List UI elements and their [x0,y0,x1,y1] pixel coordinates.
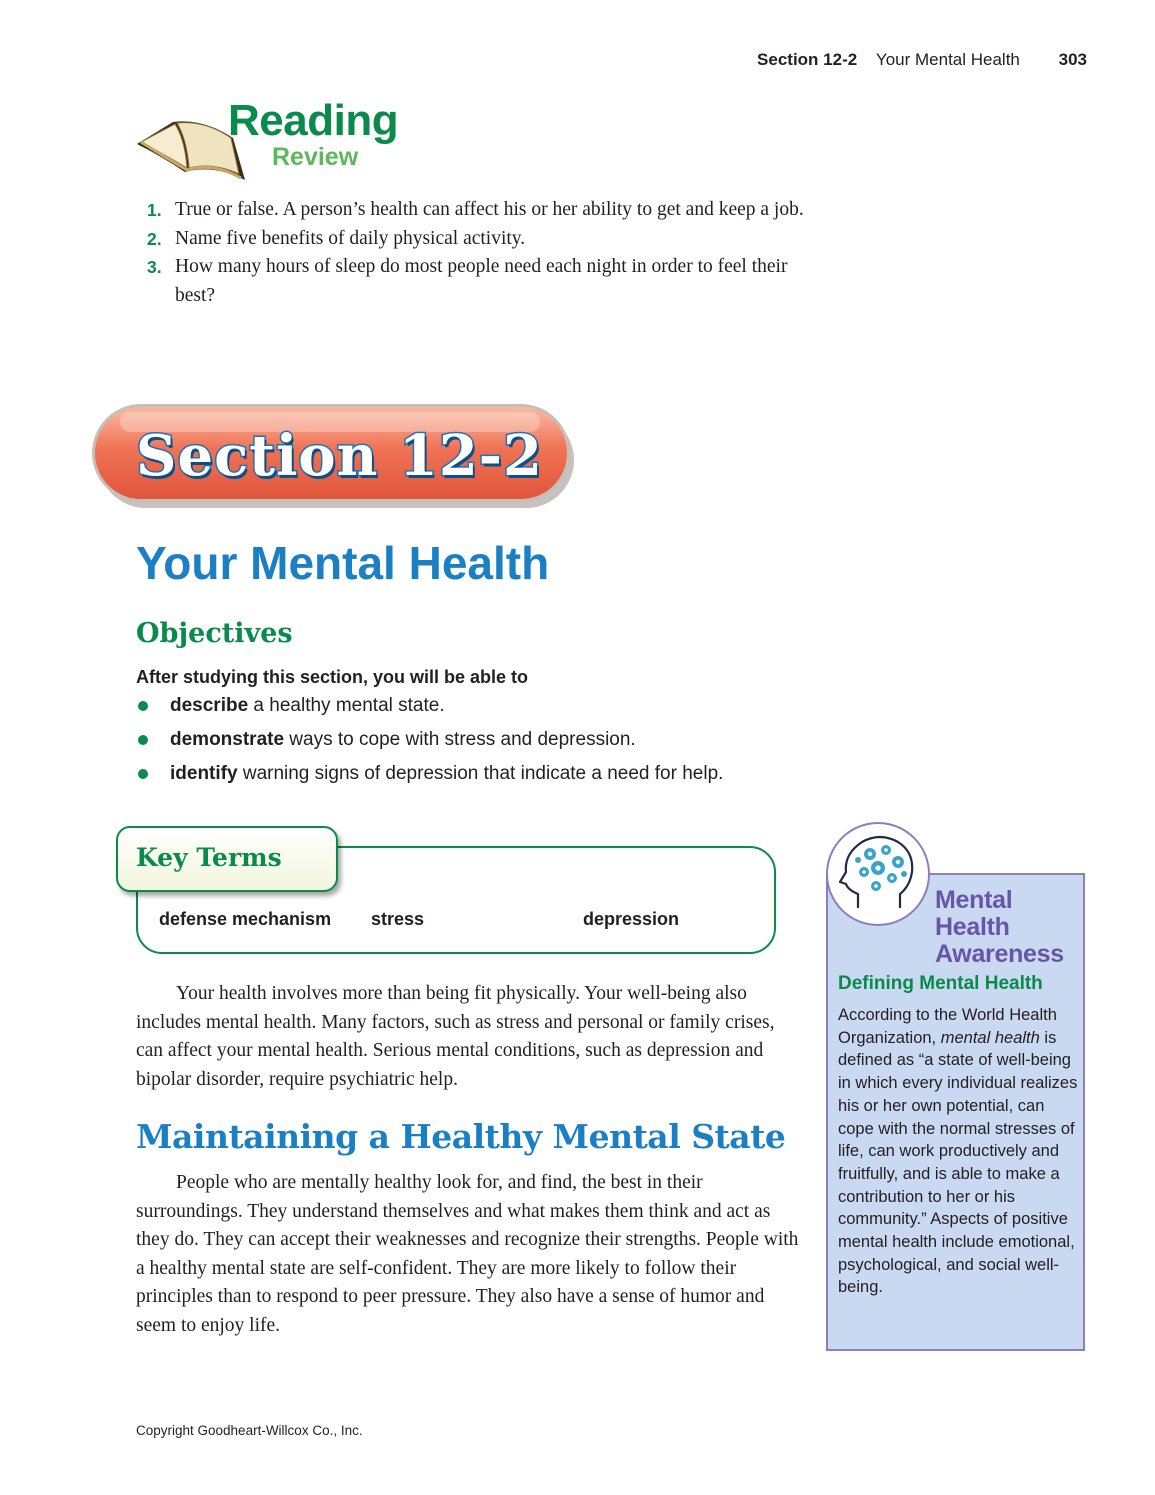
page-title: Your Mental Health [136,537,550,589]
copyright: Copyright Goodheart-Willcox Co., Inc. [136,1423,363,1438]
section-heading: Maintaining a Healthy Mental State [136,1117,786,1156]
body-paragraph: People who are mentally healthy look for, and find, the best in their surroundings. They understand themselves and what makes them think and act as they do. They can accept their weaknesses and recognize their strengths. People with a healthy mental state are self-confident. They are more likely to follow their principles than to respond to peer pressure. They also have a sense of humor and seem to enjoy life. [136,1172,799,1336]
key-terms-heading: Key Terms [136,843,282,872]
key-term: stress [371,909,425,929]
list-item [136,728,723,762]
key-term: depression [583,909,680,929]
list-item [147,253,807,310]
list-item [136,762,723,796]
sidebar-title-line: Awareness [935,940,1064,968]
running-head-title: Your Mental Health [875,50,1020,69]
sidebar-icon-circle [826,822,930,926]
objectives-intro: After studying this section, you will be able to [136,667,529,687]
reading-review-subtitle: Review [272,143,359,171]
item-number: 3. [147,257,162,277]
running-head-section: Section 12-2 [757,50,858,69]
sidebar-title-line: Health [935,913,1010,941]
list-item [147,225,807,254]
objectives-list [136,694,723,796]
item-text: True or false. A person’s health can affect his or her ability to get and keep a job. [175,199,804,220]
reading-review-title: Reading [228,96,399,145]
sidebar-title [935,887,1064,968]
objective-verb: demonstrate [170,729,285,750]
section-banner-label: Section 12-2 [136,423,544,489]
sidebar-subtitle: Defining Mental Health [838,973,1043,994]
key-term: defense mechanism [159,909,332,929]
sidebar-body-text: According to the World Health Organization, [838,1006,1057,1047]
item-number: 2. [147,228,162,249]
sidebar-title-line: Mental [935,886,1013,914]
page-number: 303 [1058,50,1087,69]
objective-verb: describe [170,695,249,716]
objective-text: warning signs of depression that indicate a need for help. [237,763,724,784]
intro-paragraph: Your health involves more than being fit physically. Your well-being also includes mental health. Many factors, such as stress and personal or family crises, can affect your mental health. Serious mental conditions, such as depression and bipolar disorder, require psychiatric help. [136,983,775,1090]
objective-text: ways to cope with stress and depression. [284,729,636,750]
item-number: 1. [147,200,162,220]
objective-text: a healthy mental state. [248,695,445,716]
objectives-heading: Objectives [136,618,293,649]
list-item [136,694,723,728]
item-text: Name five benefits of daily physical activity. [175,227,526,249]
running-head [757,50,1087,70]
head-gears-icon [828,824,928,924]
reading-review-list [147,196,807,310]
objective-verb: identify [170,763,238,784]
sidebar-body [838,1004,1082,1299]
sidebar-body-term: mental health [940,1028,1040,1047]
sidebar-body-text: is defined as “a state of well-being in which every individual realizes his or her own potential, can cope with the normal stresses of life, can work productively and fruitfully, and is able to make a contribution to her or his community.” Aspects of positive mental health include emotional, psychological, and social well-being. [838,1028,1078,1297]
list-item [147,196,807,225]
item-text: How many hours of sleep do most people need each night in order to feel their best? [175,256,788,306]
